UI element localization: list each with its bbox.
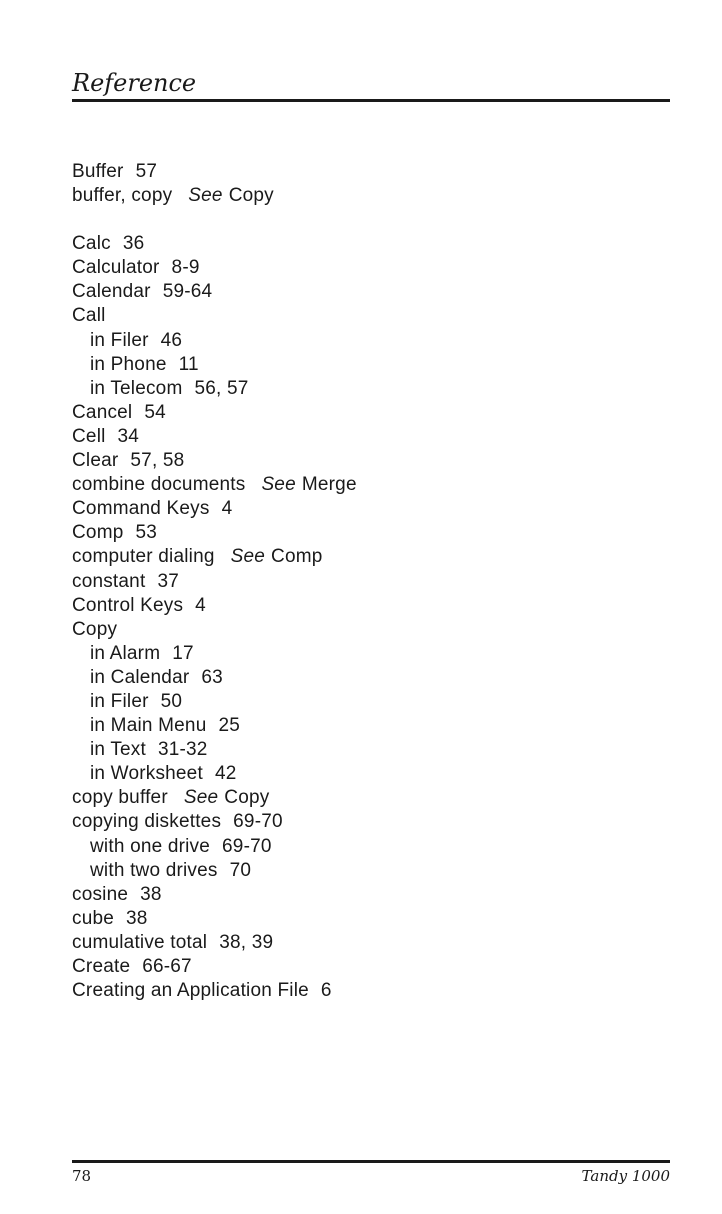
entry-page-refs: 54 [144,401,166,423]
entry-term: combine documents [72,474,246,496]
see-reference-target: Merge [301,474,357,496]
entry-page-refs: 46 [160,329,183,351]
index-entry [72,449,357,473]
entry-page-refs: 17 [172,642,194,664]
entry-page-refs: 57 [135,161,158,182]
index-entry [72,473,357,497]
entry-term: Cell [72,425,106,447]
index-subentry [72,690,357,714]
index-list [72,160,357,1003]
see-reference-label: See [230,546,266,568]
entry-term: in Calendar [90,666,190,688]
entry-page-refs: 53 [135,522,158,544]
index-entry [72,545,357,569]
entry-term: with one drive [90,835,211,857]
entry-term: with two drives [90,859,218,881]
entry-page-refs: 11 [178,353,199,375]
index-entry [72,883,357,907]
entry-page-refs: 4 [195,594,206,616]
index-subentry [72,666,357,690]
entry-page-refs: 37 [157,570,179,592]
entry-term: Calendar [72,281,151,303]
see-reference-target: Comp [271,546,323,568]
entry-term: cosine [72,883,129,905]
entry-page-refs: 57, 58 [130,450,185,472]
entry-term: Clear [72,450,119,472]
index-subentry [72,714,357,738]
see-reference-label: See [188,185,223,207]
index-entry [72,280,357,304]
index-subentry [72,762,357,786]
entry-page-refs: 36 [122,233,145,255]
entry-term: Call [72,305,106,327]
entry-term: Control Keys [72,594,184,616]
entry-page-refs: 38 [126,907,148,929]
entry-page-refs: 6 [320,980,332,1002]
page-header-title: Reference [72,69,197,97]
entry-term: computer dialing [72,546,215,568]
entry-page-refs: 63 [201,666,223,688]
entry-term: Calculator [72,257,160,279]
see-reference-label: See [183,787,219,809]
entry-term: Copy [72,618,118,640]
index-subentry [72,642,357,666]
entry-term: copy buffer [72,787,168,809]
entry-page-refs: 50 [160,690,183,712]
entry-term: in Main Menu [90,715,207,737]
entry-page-refs: 70 [229,859,252,881]
entry-page-refs: 38 [140,883,162,905]
index-entry [72,232,357,256]
entry-term: buffer, copy [72,185,173,207]
entry-term: in Filer [90,690,149,712]
entry-page-refs: 38, 39 [219,931,274,953]
index-entry [72,160,357,184]
index-subentry [72,377,357,401]
index-entry [72,184,357,208]
entry-term: cumulative total [72,931,208,953]
entry-page-refs: 69-70 [222,835,272,857]
entry-page-refs: 4 [221,498,233,520]
index-entry [72,497,357,521]
index-subentry [72,859,357,883]
entry-term: Command Keys [72,498,210,520]
entry-term: Cancel [72,401,133,423]
entry-page-refs: 56, 57 [194,377,249,399]
index-entry [72,907,357,931]
entry-page-refs: 69-70 [233,811,283,833]
entry-term: in Filer [90,329,149,351]
footer-divider [72,1160,670,1163]
entry-term: cube [72,907,115,929]
entry-term: in Alarm [90,642,161,664]
entry-term: in Text [90,739,146,761]
index-entry [72,425,357,449]
see-reference-target: Copy [228,185,274,207]
index-entry [72,594,357,618]
book-title: Tandy 1000 [581,1167,670,1185]
entry-term: constant [72,570,146,592]
index-entry [72,521,357,545]
page-number: 78 [72,1167,92,1185]
index-entry [72,810,357,834]
entry-term: in Worksheet [90,763,203,785]
index-entry [72,401,357,425]
entry-page-refs: 66-67 [142,956,192,977]
entry-term: Calc [72,233,111,255]
header-divider [72,99,670,102]
entry-term: Buffer [72,161,124,182]
index-entry [72,570,357,594]
index-entry [72,979,357,1003]
index-entry [72,304,357,328]
entry-term: Comp [72,522,124,544]
index-subentry [72,835,357,859]
entry-page-refs: 31-32 [157,739,208,761]
index-entry [72,256,357,280]
entry-term: in Phone [90,353,167,375]
entry-term: copying diskettes [72,811,222,833]
entry-page-refs: 59-64 [162,281,213,303]
entry-page-refs: 8-9 [171,257,200,279]
index-entry [72,955,357,979]
index-entry [72,786,357,810]
entry-page-refs: 42 [214,763,237,785]
index-entry [72,618,357,642]
index-subentry [72,329,357,353]
see-reference-label: See [261,474,296,496]
entry-term: Creating an Application File [72,980,309,1002]
entry-term: Create [72,956,131,977]
entry-page-refs: 34 [117,425,140,447]
index-entry [72,931,357,955]
entry-term: in Telecom [90,377,183,399]
see-reference-target: Copy [224,787,270,809]
index-subentry [72,353,357,377]
entry-page-refs: 25 [218,715,241,737]
index-subentry [72,738,357,762]
